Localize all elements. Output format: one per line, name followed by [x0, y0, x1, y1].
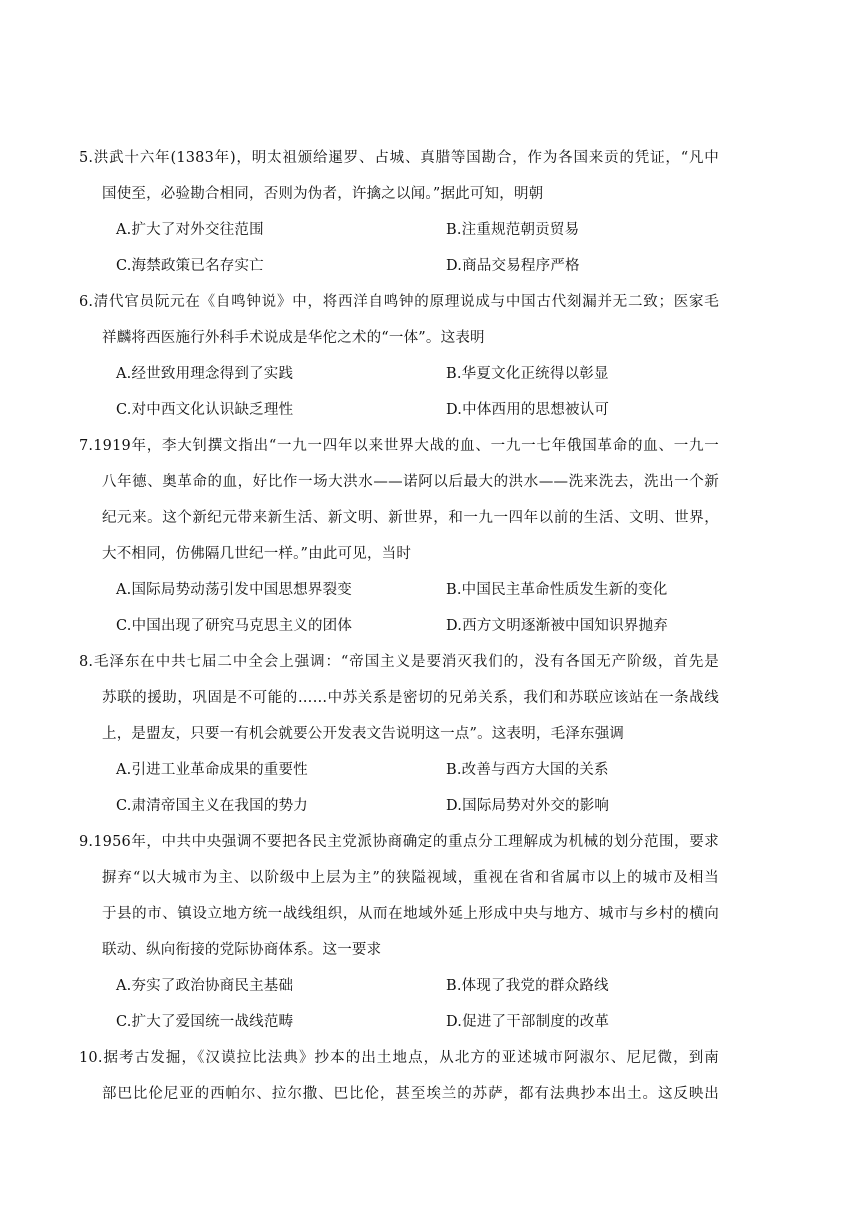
- question-8-line-3: 上，是盟友，只要一有机会就要公开发表文告说明这一点”。这表明，毛泽东强调: [102, 726, 625, 742]
- question-6-option-d: D.中体西用的思想被认可: [446, 402, 610, 418]
- question-7-line-2: 八年德、奥革命的血，好比作一场大洪水——诺阿以后最大的洪水——洗来洗去，洗出一个新: [102, 474, 719, 490]
- question-10-line-2: 部巴比伦尼亚的西帕尔、拉尔撒、巴比伦，甚至埃兰的苏萨，都有法典抄本出土。这反映出: [102, 1086, 719, 1102]
- question-8-line-1: 8.毛泽东在中共七届二中全会上强调：“帝国主义是要消灭我们的，没有各国无产阶级，首先是: [79, 654, 719, 670]
- question-7-line-1: 7.1919年，李大钊撰文指出“一九一四年以来世界大战的血、一九一七年俄国革命的血、一九一: [79, 438, 719, 454]
- question-9-option-a: A.夯实了政治协商民主基础: [116, 978, 294, 994]
- question-9-line-2: 摒弃“以大城市为主、以阶级中上层为主”的狭隘视域，重视在省和省属市以上的城市及相当: [102, 870, 719, 886]
- question-6-option-b: B.华夏文化正统得以彰显: [446, 366, 609, 382]
- question-9-line-4: 联动、纵向衔接的党际协商体系。这一要求: [102, 942, 382, 958]
- question-8-option-b: B.改善与西方大国的关系: [446, 762, 609, 778]
- question-10-line-1: 10.据考古发掘，《汉谟拉比法典》抄本的出土地点，从北方的亚述城市阿淑尔、尼尼微，到南: [79, 1050, 719, 1066]
- question-6-option-a: A.经世致用理念得到了实践: [116, 366, 294, 382]
- question-9-option-b: B.体现了我党的群众路线: [446, 978, 609, 994]
- question-7-option-b: B.中国民主革命性质发生新的变化: [446, 582, 668, 598]
- question-8-option-c: C.肃清帝国主义在我国的势力: [116, 798, 308, 814]
- question-7-option-c: C.中国出现了研究马克思主义的团体: [116, 618, 353, 634]
- question-8-line-2: 苏联的援助，巩固是不可能的……中苏关系是密切的兄弟关系，我们和苏联应该站在一条战线: [102, 690, 719, 706]
- question-7-option-d: D.西方文明逐渐被中国知识界抛弃: [446, 618, 668, 634]
- question-6-line-2: 祥麟将西医施行外科手术说成是华佗之术的“一体”。这表明: [102, 330, 485, 346]
- question-7-line-4: 大不相同，仿佛隔几世纪一样。”由此可见，当时: [102, 546, 412, 562]
- question-9-line-1: 9.1956年，中共中央强调不要把各民主党派协商确定的重点分工理解成为机械的划分范围，要求: [79, 834, 719, 850]
- question-9-line-3: 于县的市、镇设立地方统一战线组织，从而在地域外延上形成中央与地方、城市与乡村的横向: [102, 906, 719, 922]
- question-5-option-b: B.注重规范朝贡贸易: [446, 222, 580, 238]
- question-5-line-1: 5.洪武十六年(1383年)，明太祖颁给暹罗、占城、真腊等国勘合，作为各国来贡的凭证，“凡中: [79, 150, 719, 166]
- question-5-option-d: D.商品交易程序严格: [446, 258, 580, 274]
- question-7-option-a: A.国际局势动荡引发中国思想界裂变: [116, 582, 352, 598]
- question-5-option-c: C.海禁政策已名存实亡: [116, 258, 264, 274]
- question-6-line-1: 6.清代官员阮元在《自鸣钟说》中，将西洋自鸣钟的原理说成与中国古代刻漏并无二致；医家毛: [79, 294, 719, 310]
- question-7-line-3: 纪元来。这个新纪元带来新生活、新文明、新世界，和一九一四年以前的生活、文明、世界，: [102, 510, 719, 526]
- question-6-option-c: C.对中西文化认识缺乏理性: [116, 402, 294, 418]
- question-9-option-d: D.促进了干部制度的改革: [446, 1014, 610, 1030]
- question-5-line-2: 国使至，必验勘合相同，否则为伪者，许擒之以闻。”据此可知，明朝: [102, 186, 544, 202]
- question-5-option-a: A.扩大了对外交往范围: [116, 222, 264, 238]
- question-9-option-c: C.扩大了爱国统一战线范畴: [116, 1014, 294, 1030]
- question-8-option-a: A.引进工业革命成果的重要性: [116, 762, 308, 778]
- question-8-option-d: D.国际局势对外交的影响: [446, 798, 610, 814]
